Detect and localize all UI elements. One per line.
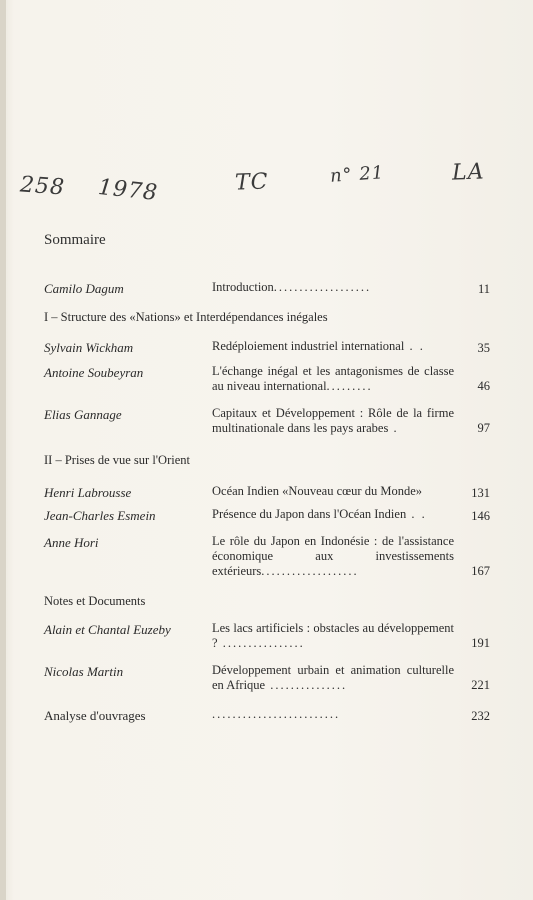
toc-page-number: 46 (477, 379, 490, 393)
toc-title (212, 280, 454, 295)
handwritten-annotations (0, 150, 533, 210)
toc-entry-labrousse (44, 484, 490, 501)
toc-entry-hori (44, 534, 490, 579)
toc-page-number: 146 (471, 509, 490, 523)
toc-page-number: 11 (477, 282, 490, 296)
toc-title-text: Le rôle du Japon en Indonésie : de l'assistance économique aux investissements extérieurs (212, 534, 454, 578)
toc-page-number: 232 (471, 709, 490, 723)
toc-entry-introduction (44, 280, 490, 297)
dot-leader: . . (406, 507, 427, 521)
dot-leader: ............... (265, 678, 348, 692)
section-heading-structure: I – Structure des «Nations» et Interdépendances inégales (44, 310, 328, 324)
toc-author: Nicolas Martin (44, 664, 124, 679)
section-heading-orient: II – Prises de vue sur l'Orient (44, 453, 190, 467)
handwritten-note-2: 1978 (96, 174, 160, 207)
page-title: Sommaire (44, 232, 106, 248)
binding-edge (0, 0, 6, 900)
toc-title-text: Capitaux et Développement : Rôle de la firme multinationale dans les pays arabes (212, 406, 454, 435)
toc-entry-analyse (44, 707, 490, 724)
toc-title-text: Les lacs artificiels : obstacles au développement ? (212, 621, 454, 650)
dot-leader: . (388, 421, 399, 435)
toc-entry-euzeby (44, 621, 490, 651)
toc-author: Elias Gannage (44, 407, 122, 422)
toc-entry-gannage (44, 406, 490, 436)
toc-title-text: Développement urbain et animation culturelle en Afrique (212, 663, 454, 692)
toc-entry-soubeyran (44, 364, 490, 394)
dot-leader: ................... (261, 564, 359, 578)
handwritten-note-1: 258 (19, 172, 66, 201)
toc-page-number: 131 (471, 486, 490, 500)
handwritten-note-3: TC (234, 169, 269, 196)
toc-author: Anne Hori (44, 535, 99, 550)
section-heading-notes: Notes et Documents (44, 594, 146, 608)
toc-author: Alain et Chantal Euzeby (44, 622, 171, 637)
dot-leader: ................... (273, 280, 372, 294)
table-of-contents (44, 280, 490, 724)
toc-page-number: 167 (471, 564, 490, 578)
toc-title-text: Océan Indien «Nouveau cœur du Monde» (212, 484, 423, 498)
toc-title (212, 621, 454, 651)
toc-entry-wickham (44, 339, 490, 356)
dot-leader: ......................... (212, 707, 341, 721)
toc-title (212, 406, 454, 436)
toc-entry-esmein (44, 507, 490, 524)
toc-title-text: Introduction (212, 280, 274, 294)
dot-leader: ......... (326, 379, 373, 393)
toc-title-text: Présence du Japon dans l'Océan Indien (212, 507, 407, 521)
toc-author: Sylvain Wickham (44, 340, 134, 355)
dot-leader: ................ (217, 636, 305, 650)
toc-entry-martin (44, 663, 490, 693)
toc-page-number: 191 (471, 636, 490, 650)
toc-page-number: 97 (477, 421, 490, 435)
handwritten-note-5: LA (451, 159, 485, 186)
toc-title-text: L'échange inégal et les antagonismes de classe au niveau international (212, 364, 454, 393)
handwritten-note-4: n° 21 (329, 162, 385, 187)
toc-author: Camilo Dagum (44, 281, 124, 296)
toc-author: Analyse d'ouvrages (44, 708, 146, 723)
toc-author: Jean-Charles Esmein (44, 508, 156, 523)
toc-title (212, 484, 454, 499)
toc-page-number: 221 (471, 678, 490, 692)
toc-title (212, 507, 454, 522)
toc-title (212, 534, 454, 579)
toc-author: Henri Labrousse (44, 485, 132, 500)
toc-title (212, 339, 454, 354)
toc-page-number: 35 (477, 341, 490, 355)
toc-title-text: Redéploiement industriel international (212, 339, 405, 353)
toc-title (212, 364, 454, 394)
toc-title (212, 707, 454, 722)
toc-author: Antoine Soubeyran (44, 365, 144, 380)
toc-title (212, 663, 454, 693)
dot-leader: . . (404, 339, 425, 353)
